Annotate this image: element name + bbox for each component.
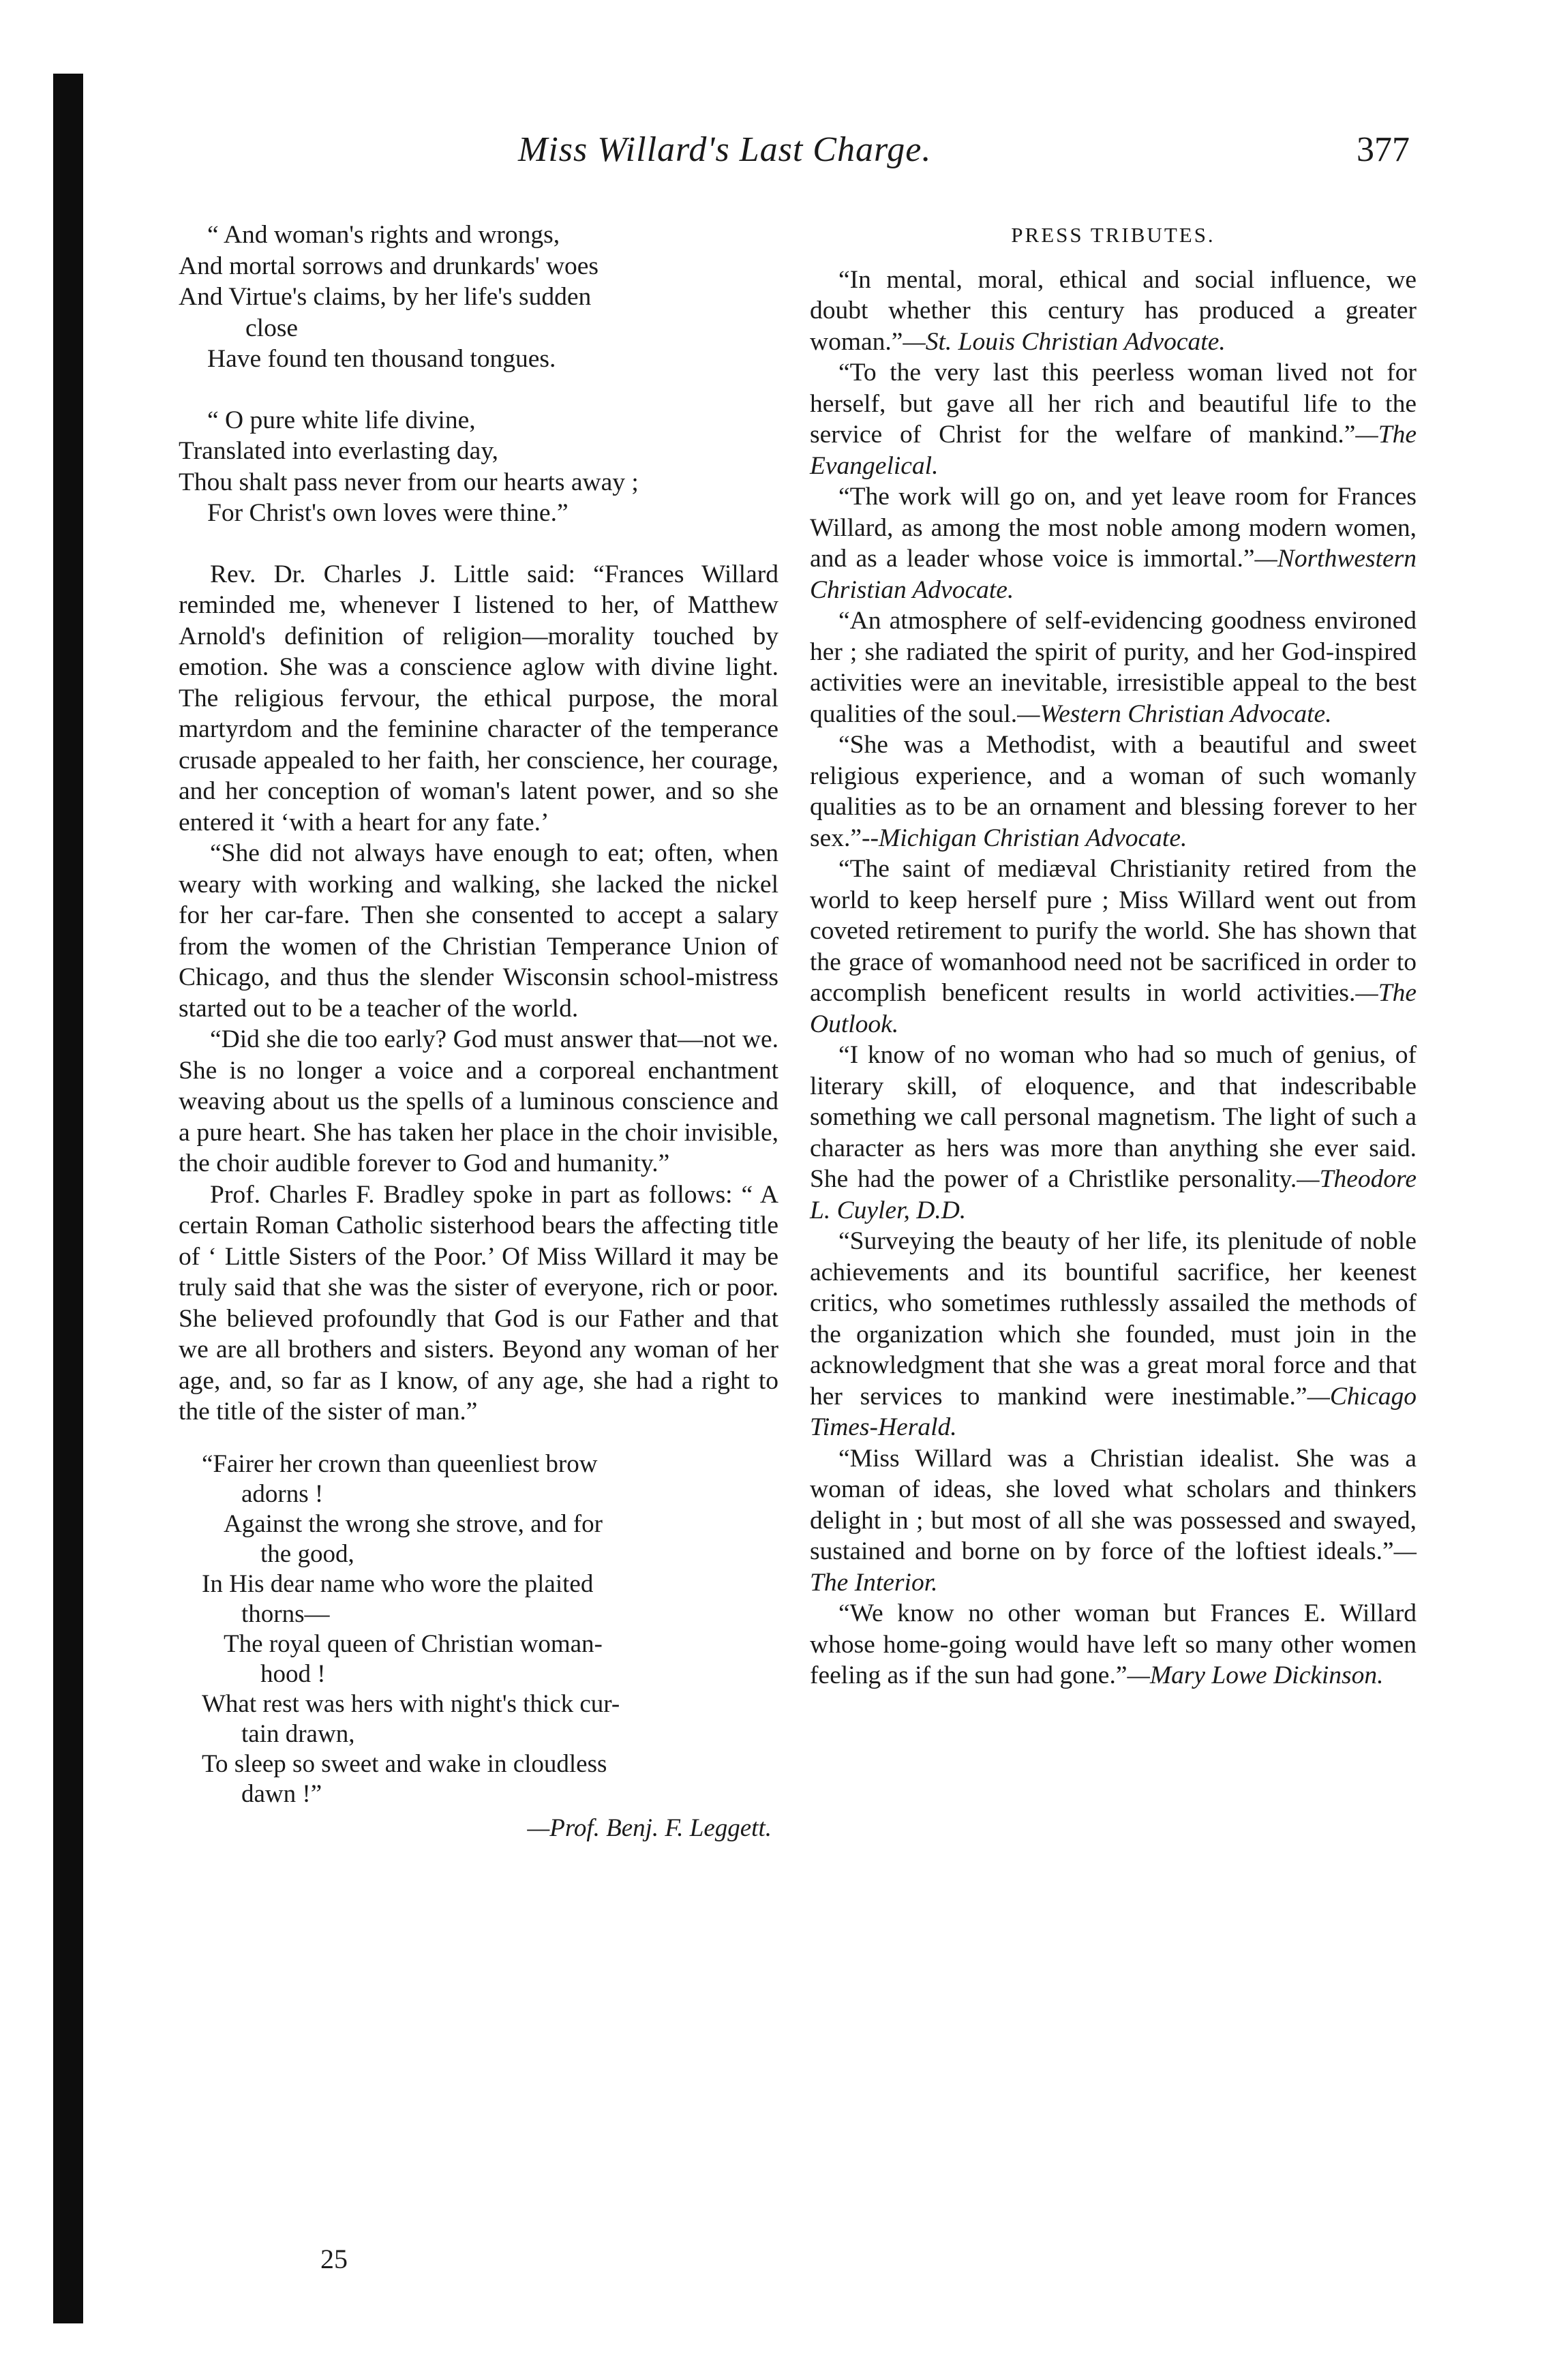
verse-line: dawn !” xyxy=(241,1779,322,1808)
running-title: Miss Willard's Last Charge. xyxy=(518,130,932,169)
verse-line: What rest was hers with night's thick cur- xyxy=(202,1689,620,1718)
left-column xyxy=(179,220,778,1843)
tribute-text: “Miss Willard was a Christian idealist. She was a woman of ideas, she loved what scholars and thinkers delight in ; but most of all she was possessed and swayed, sustained and borne on by force of the loftiest ideals.” xyxy=(810,1444,1417,1565)
press-tribute xyxy=(810,1040,1417,1226)
verse-line: thorns— xyxy=(241,1599,330,1628)
tribute-source: —Northwestern Christian Advocate. xyxy=(810,545,1417,604)
verse-line: tain drawn, xyxy=(241,1719,355,1748)
tribute-source: —The Outlook. xyxy=(810,979,1417,1038)
tribute-source: —Chicago Times-Herald. xyxy=(810,1382,1417,1441)
press-tribute xyxy=(810,854,1417,1040)
verse-line: Translated into everlasting day, xyxy=(179,437,499,465)
verse-line: adorns ! xyxy=(241,1479,324,1508)
tribute-text: “An atmosphere of self-evidencing goodness environed her ; she radiated the spirit of purity, and her God-inspired activities were an inevitable, irresistible appeal to the best qualities of the soul. xyxy=(810,607,1417,728)
tribute-source: —Theodore L. Cuyler, D.D. xyxy=(810,1165,1417,1224)
tribute-source: —St. Louis Christian Advocate. xyxy=(903,327,1226,356)
verse-line: “ And woman's rights and wrongs, xyxy=(207,221,560,249)
tribute-source: —The Evangelical. xyxy=(810,421,1417,480)
tribute-source: —The Interior. xyxy=(810,1537,1417,1597)
verse-line: “Fairer her crown than queenliest brow xyxy=(202,1449,598,1478)
press-tribute xyxy=(810,265,1417,358)
verse-line: Against the wrong she strove, and for xyxy=(224,1509,603,1538)
binding-edge xyxy=(53,74,83,2323)
little-speech-paragraph: Rev. Dr. Charles J. Little said: “Frances Willard reminded me, whenever I listened to her, of Matthew Arnold's definition of religion—morality touched by emotion. She was a conscience aglow with divine light. The religious fervour, the ethical purpose, the moral martyrdom and the feminine character of the temperance crusade appealed to her faith, her conscience, her courage, and her conception of woman's latent power, and so she entered it ‘with a heart for any fate.’ xyxy=(179,560,778,837)
verse-line: And Virtue's claims, by her life's sudden xyxy=(179,283,592,311)
press-tribute xyxy=(810,1598,1417,1691)
verse-line: “ O pure white life divine, xyxy=(207,406,476,434)
tribute-source: —Mary Lowe Dickinson. xyxy=(1127,1661,1384,1689)
verse-line: The royal queen of Christian woman- xyxy=(224,1629,603,1658)
page-number: 377 xyxy=(1357,130,1410,169)
tribute-text: “Surveying the beauty of her life, its plenitude of noble achievements and its bountiful sacrifice, her keenest critics, who sometimes ruthlessly assailed the methods of the organization which she founded, must join in the acknowledgment that she was a great moral force and that her services to mankind were inestimable.” xyxy=(810,1227,1417,1411)
little-speech-paragraph: “Did she die too early? God must answer that—not we. She is no longer a voice and a corporeal enchantment weaving about us the spells of a luminous conscience and a pure heart. She has taken her place in the choir invisible, the choir audible forever to God and humanity.” xyxy=(179,1025,778,1177)
tribute-text: “I know of no woman who had so much of genius, of literary skill, of eloquence, and that indescribable something we call personal magnetism. The light of such a character as hers was more than anything she ever said. She had the power of a Christlike personality. xyxy=(810,1041,1417,1193)
verse-line: close xyxy=(245,314,299,342)
tribute-text: “She was a Methodist, with a beautiful and sweet religious experience, and a woman of such womanly qualities as to be an ornament and blessing forever to her sex.” xyxy=(810,731,1417,852)
tribute-text: “The work will go on, and yet leave room for Frances Willard, as among the most noble among modern women, and as a leader whose voice is immortal.” xyxy=(810,483,1417,573)
verse-line: Have found ten thousand tongues. xyxy=(207,345,556,373)
press-tribute xyxy=(810,357,1417,481)
signature-mark: 25 xyxy=(320,2244,348,2274)
verse-line: To sleep so sweet and wake in cloudless xyxy=(202,1749,607,1778)
right-column xyxy=(810,220,1417,1691)
poem-stanza-2 xyxy=(179,405,778,529)
little-speech-paragraph: “She did not always have enough to eat; often, when weary with working and walking, she lacked the nickel for her car-fare. Then she consented to accept a salary from the women of the Christian Temperance Union of Chicago, and thus the slender Wisconsin school-mistress started out to be a teacher of the world. xyxy=(179,839,778,1023)
press-tribute xyxy=(810,1226,1417,1443)
poem-attribution: —Prof. Benj. F. Leggett. xyxy=(527,1813,772,1842)
press-tribute xyxy=(810,729,1417,854)
tribute-text: “The saint of mediæval Christianity retired from the world to keep herself pure ; Miss Willard went out from coveted retirement to purify the world. She has shown that the grace of womanhood need not be sacrificed in order to accomplish beneficent results in world activities. xyxy=(810,855,1417,1007)
leggett-poem xyxy=(179,1449,778,1843)
poem-stanza-1 xyxy=(179,220,778,375)
verse-line: And mortal sorrows and drunkards' woes xyxy=(179,252,599,280)
press-tribute xyxy=(810,481,1417,605)
verse-line: For Christ's own loves were thine.” xyxy=(207,499,569,527)
tribute-source: --Michigan Christian Advocate. xyxy=(862,824,1187,852)
verse-line: hood ! xyxy=(260,1659,326,1688)
tribute-source: —Western Christian Advocate. xyxy=(1017,699,1332,728)
tribute-text: “To the very last this peerless woman lived not for herself, but gave all her rich and beautiful life to the service of Christ for the welfare of mankind.” xyxy=(810,359,1417,449)
section-title: PRESS TRIBUTES. xyxy=(1011,223,1215,247)
verse-line: Thou shalt pass never from our hearts away ; xyxy=(179,468,639,496)
verse-line: the good, xyxy=(260,1539,354,1568)
press-tribute xyxy=(810,605,1417,729)
verse-line: In His dear name who wore the plaited xyxy=(202,1569,594,1598)
press-tribute xyxy=(810,1443,1417,1599)
bradley-speech-paragraph: Prof. Charles F. Bradley spoke in part as follows: “ A certain Roman Catholic sisterhood bears the affecting title of ‘ Little Sisters of the Poor.’ Of Miss Willard it may be truly said that she was the sister of everyone, rich or poor. She believed profoundly that God is our Father and that we are all brothers and sisters. Beyond any woman of her age, and, so far as I know, of any age, she had a right to the title of the sister of man.” xyxy=(179,1180,778,1426)
tribute-text: “In mental, moral, ethical and social influence, we doubt whether this century has produced a greater woman.” xyxy=(810,265,1417,356)
tribute-text: “We know no other woman but Frances E. Willard whose home-going would have left so many other women feeling as if the sun had gone.” xyxy=(810,1599,1417,1689)
